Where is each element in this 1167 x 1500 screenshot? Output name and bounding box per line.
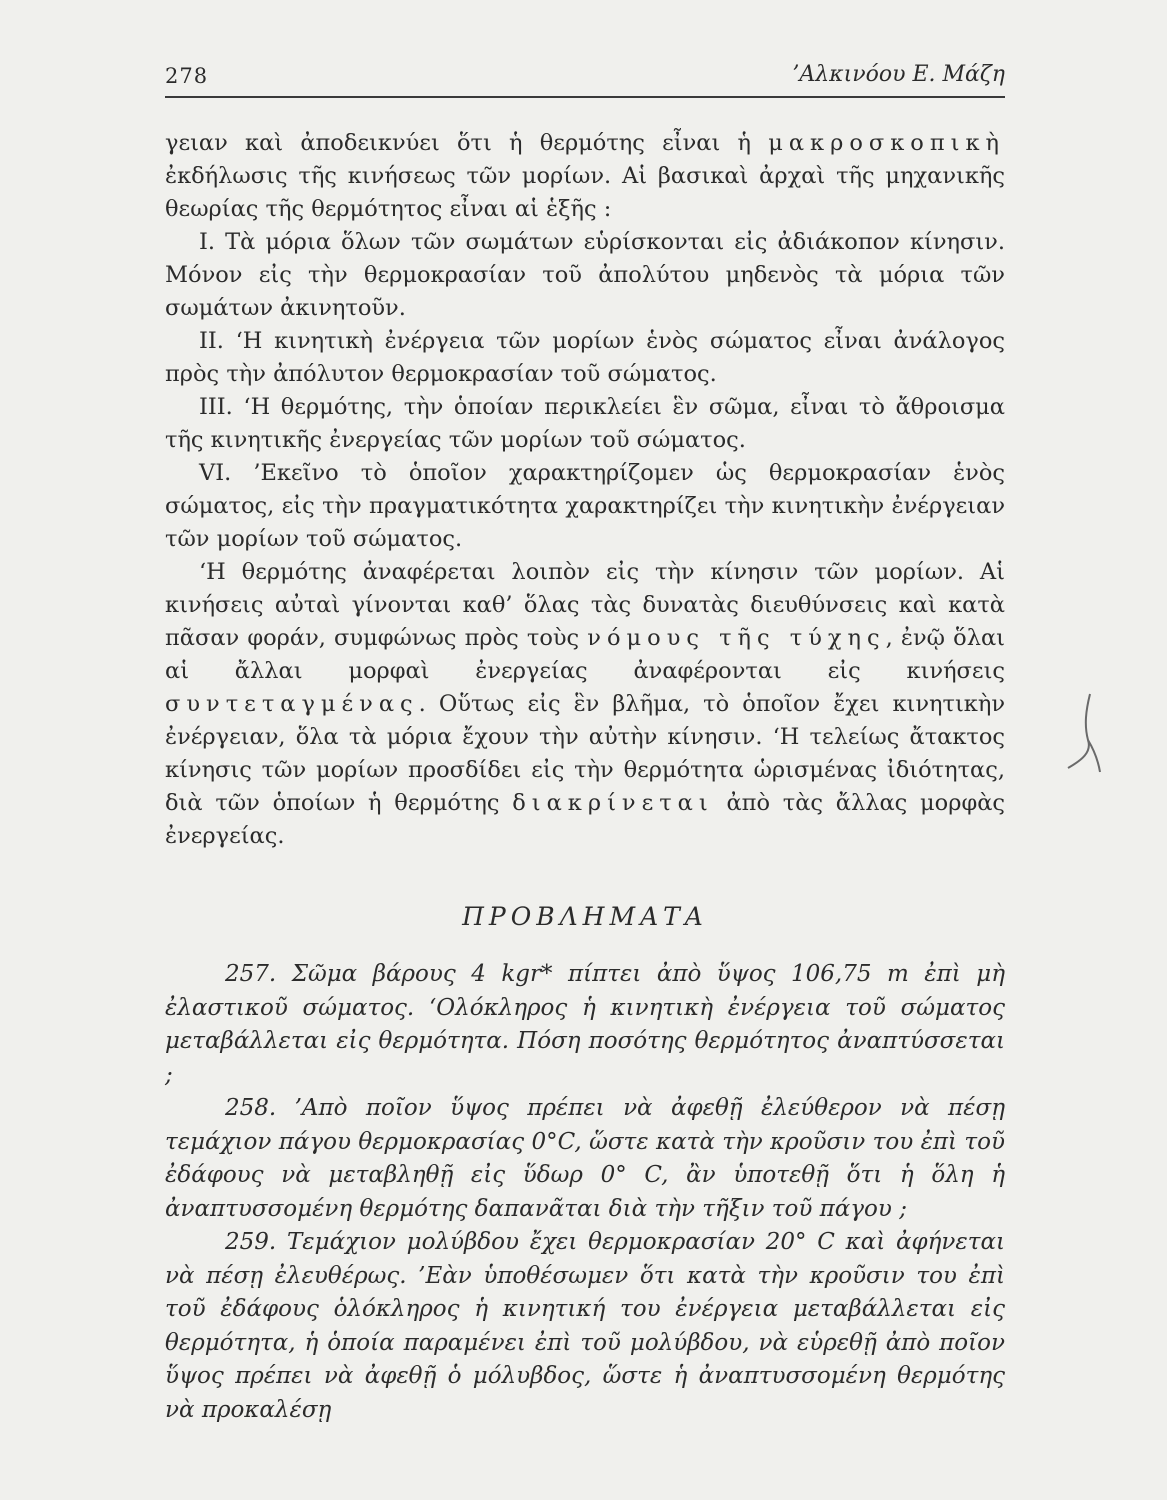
page-number: 278 [165, 64, 209, 88]
intro-spaced-term: μακροσκοπικὴ [768, 130, 1005, 156]
intro-text-b: ἐκδήλωσις τῆς κινήσεως τῶν μορίων. Αἱ βασικαὶ ἀρχαὶ τῆς μηχανικῆς θεωρίας τῆς θερμότητος εἶναι αἱ ἑξῆς : [165, 163, 1005, 222]
para-text-a: ‘Η θερμότης ἀναφέρεται λοιπὸν εἰς τὴν κίνησιν τῶν μορίων. Αἱ κινήσεις αὐταὶ γίνονται καθ’ ὅλας τὰς δυνατὰς διευθύνσεις καὶ κατὰ πᾶσαν φοράν, συμφώνως πρὸς τοὺς [165, 559, 1005, 651]
para-text-b: , ἐνῷ ὅλαι αἱ ἄλλαι μορφαὶ ἐνεργείας ἀναφέρονται εἰς κινήσεις [165, 625, 1005, 684]
header-rule [165, 96, 1005, 98]
section-heading: ΠΡΟΒΛΗΜΑΤΑ [462, 902, 708, 931]
problem-number: 258. [225, 1095, 277, 1121]
problems-list [165, 958, 1005, 1427]
problem-number: 259. [225, 1229, 277, 1255]
principle-1: I. Τὰ μόρια ὅλων τῶν σωμάτων εὑρίσκονται εἰς ἀδιάκοπον κίνησιν. Μόνον εἰς τὴν θερμοκρασίαν τοῦ ἀπολύτου μηδενὸς τὰ μόρια τῶν σωμάτων ἀκινητοῦν. [165, 229, 1005, 321]
problem-number: 257. [225, 961, 277, 987]
problem-text: Σῶμα βάρους 4 kgr* πίπτει ἀπὸ ὕψος 106,75 m ἐπὶ μὴ ἐλαστικοῦ σώματος. ‘Ολόκληρος ἡ κινητικὴ ἐνέργεια τοῦ σώματος μεταβάλλεται εἰς θερμότητα. Πόση ποσότης θερμότητος ἀναπτύσσεται ; [165, 961, 1005, 1088]
problem-258 [165, 1092, 1005, 1226]
para-spaced-term-1: νόμους τῆς τύχης [587, 625, 886, 651]
principle-3: III. ‘Η θερμότης, τὴν ὁποίαν περικλείει ἓν σῶμα, εἶναι τὸ ἄθροισμα τῆς κινητικῆς ἐνεργείας τῶν μορίων τοῦ σώματος. [165, 394, 1005, 453]
para-text-c: . Οὕτως εἰς ἓν βλῆμα, τὸ ὁποῖον ἔχει κινητικὴν ἐνέργειαν, ὅλα τὰ μόρια ἔχουν τὴν αὐτὴν κίνησιν. ‘Η τελείως ἄτακτος κίνησις τῶν μορίων προσδίδει εἰς τὴν θερμότητα ὡρισμένας ἰδιότητας, διὰ τῶν ὁποίων ἡ θερμότης [165, 691, 1005, 816]
problem-text: ’Απὸ ποῖον ὕψος πρέπει νὰ ἀφεθῇ ἐλεύθερον νὰ πέσῃ τεμάχιον πάγου θερμοκρασίας 0°C, ὥστε κατὰ τὴν κροῦσιν του ἐπὶ τοῦ ἐδάφους νὰ μεταβληθῇ εἰς ὕδωρ 0° C, ἂν ὑποτεθῇ ὅτι ἡ ὅλη ἡ ἀναπτυσσομένη θερμότης δαπανᾶται διὰ τὴν τῆξιν τοῦ πάγου ; [165, 1095, 1005, 1222]
problem-text: Τεμάχιον μολύβδου ἔχει θερμοκρασίαν 20° C καὶ ἀφήνεται νὰ πέσῃ ἐλευθέρως. ’Εὰν ὑποθέσωμεν ὅτι κατὰ τὴν κροῦσιν του ἐπὶ τοῦ ἐδάφους ὁλόκληρος ἡ κινητική του ἐνέργεια μεταβάλλεται εἰς θερμότητα, ἡ ὁποία παραμένει ἐπὶ τοῦ μολύβδου, νὰ εὑρεθῇ ἀπὸ ποῖον ὕψος πρέπει νὰ ἀφεθῇ ὁ μόλυβδος, ὥστε ἡ ἀναπτυσσομένη θερμότης νὰ προκαλέσῃ [165, 1229, 1005, 1423]
explanation-paragraph [165, 556, 1005, 853]
para-text-d: ἀπὸ τὰς ἄλλας μορφὰς ἐνεργείας. [165, 790, 1005, 849]
page-header [165, 50, 1005, 94]
para-spaced-term-3: διακρίνεται [512, 790, 714, 816]
para-spaced-term-2: συντεταγμένας [165, 691, 419, 717]
intro-paragraph [165, 127, 1005, 226]
margin-pencil-mark [1062, 690, 1102, 780]
body-text [165, 127, 1005, 853]
problem-259 [165, 1226, 1005, 1427]
principle-4: VI. ’Εκεῖνο τὸ ὁποῖον χαρακτηρίζομεν ὡς θερμοκρασίαν ἑνὸς σώματος, εἰς τὴν πραγματικότητα χαρακτηρίζει τὴν κινητικὴν ἐνέργειαν τῶν μορίων τοῦ σώματος. [165, 460, 1005, 552]
running-head: ’Αλκινόου Ε. Μάζη [792, 62, 1005, 87]
problem-257 [165, 958, 1005, 1092]
principle-2: II. ‘Η κινητικὴ ἐνέργεια τῶν μορίων ἑνὸς σώματος εἶναι ἀνάλογος πρὸς τὴν ἀπόλυτον θερμοκρασίαν τοῦ σώματος. [165, 328, 1005, 387]
intro-text-a: γειαν καὶ ἀποδεικνύει ὅτι ἡ θερμότης εἶναι ἡ [165, 130, 769, 156]
